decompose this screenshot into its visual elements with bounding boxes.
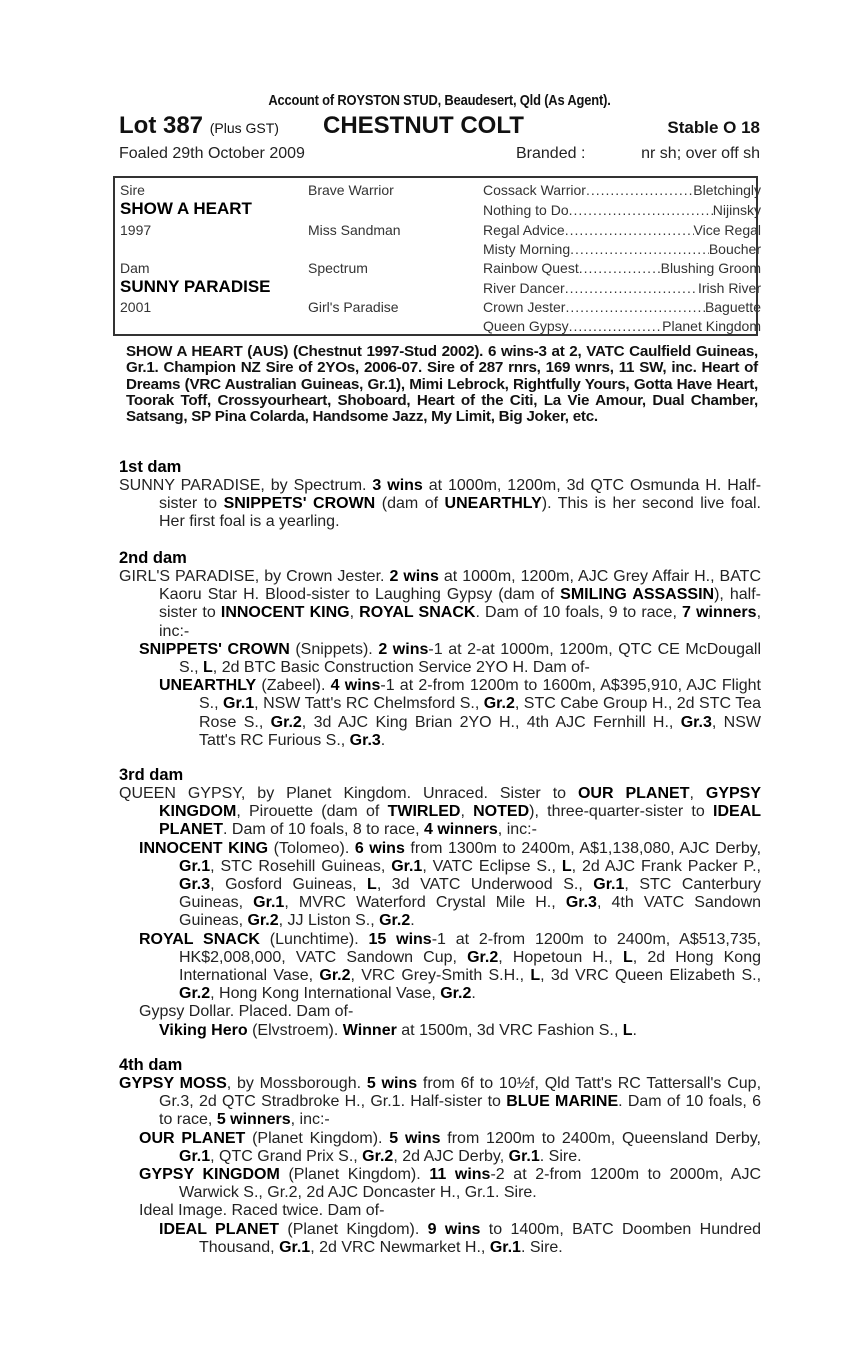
great-grandparent-row [483, 181, 761, 199]
text: , by Mossborough. [226, 1075, 367, 1092]
bold-text: 7 winners [682, 604, 757, 622]
bold-text: Gr.1 [489, 1238, 521, 1256]
stable-number: Stable O 18 [667, 118, 760, 137]
bold-text: 4 wins [330, 677, 381, 695]
bold-text: SNIPPETS' CROWN [139, 640, 290, 658]
great-grandparent-row [483, 298, 761, 316]
text: , 3d VATC Underwood S., [376, 876, 594, 894]
bold-text: Gr.1 [391, 857, 423, 875]
bold-text: SNIPPETS' CROWN [223, 495, 376, 513]
bold-text: Gr.2 [483, 695, 515, 713]
bold-text: SMILING ASSASSIN [560, 586, 715, 604]
ggp-sire: Planet Kingdom [662, 318, 761, 334]
text: (Planet Kingdom). [279, 1166, 430, 1184]
text: , NSW Tatt's RC Furious S., [199, 713, 762, 749]
text: . [410, 912, 415, 930]
foaled-date: Foaled 29th October 2009 [119, 145, 305, 162]
text: , 3d AJC King Brian 2YO H., 4th AJC Fernhill H., [301, 713, 681, 731]
text: , STC Canterbury Guineas, [179, 876, 762, 912]
pedigree-paragraph [119, 641, 761, 677]
leader-dots [565, 298, 704, 316]
bold-text: 5 wins [389, 1129, 441, 1147]
lot-label: Lot 387 [119, 112, 204, 139]
text: , [349, 604, 360, 622]
text: at 1500m, 3d VRC Fashion S., [396, 1021, 623, 1039]
horse-description: CHESTNUT COLT [323, 112, 524, 139]
bold-text: Gr.2 [270, 713, 302, 731]
text: , 2d AJC Derby, [393, 1147, 509, 1165]
text: (Zabeel). [256, 677, 331, 695]
text: from 1200m to 2400m, Queensland Derby, [440, 1129, 761, 1147]
bold-text: Gr.2 [440, 985, 472, 1003]
text: ). This is her second live foal. Her first foal is a yearling. [159, 495, 762, 531]
text: (dam of [375, 495, 445, 513]
section-heading: 2nd dam [119, 549, 187, 567]
text: (Planet Kingdom). [245, 1129, 390, 1147]
bold-text: ROYAL SNACK [359, 604, 476, 622]
pedigree-paragraph [119, 1221, 761, 1257]
text: GIRL'S PARADISE, by Crown Jester. [119, 568, 390, 585]
great-grandparent-row [483, 317, 761, 335]
bold-text: 15 wins [368, 930, 432, 948]
bold-text: IDEAL PLANET [159, 803, 762, 839]
bold-text: Gr.1 [179, 857, 211, 875]
catalogue-header [119, 88, 760, 167]
bold-text: UNEARTHLY [159, 677, 257, 695]
text: , MVRC Waterford Crystal Mile H., [284, 894, 566, 912]
text: , JJ Liston S., [278, 912, 380, 930]
bold-text: OUR PLANET [577, 785, 690, 802]
pedigree-paragraph [119, 568, 761, 641]
lot-line [119, 111, 760, 141]
dam-section-4 [119, 1056, 761, 1257]
bold-text: Gr.3 [565, 894, 597, 912]
ggp-name: Cossack Warrior [483, 182, 586, 198]
bold-text: Gr.2 [247, 912, 279, 930]
granddam-paternal: Miss Sandman [308, 222, 401, 238]
sire-label: Sire [120, 182, 145, 198]
bold-text: Gr.2 [379, 912, 411, 930]
bold-text: 9 wins [427, 1220, 481, 1238]
leader-dots [565, 221, 694, 239]
bold-text: L [530, 967, 541, 985]
bold-text: NOTED [473, 803, 530, 821]
great-grandparent-row [483, 221, 761, 239]
text: (Tolomeo). [268, 839, 355, 857]
text: at 1000m, 1200m, 3d QTC Osmunda H. Half-sister to [159, 477, 762, 513]
section-heading: 1st dam [119, 458, 182, 476]
text: (Lunchtime). [259, 930, 369, 948]
text: Gypsy Dollar. Placed. Dam of- [139, 1003, 354, 1021]
section-heading: 4th dam [119, 1056, 183, 1074]
bold-text: 2 wins [378, 640, 429, 658]
dam-label: Dam [120, 260, 150, 276]
bold-text: 4 winners [423, 821, 498, 839]
text: (Planet Kingdom). [279, 1220, 428, 1238]
bold-text: Gr.3 [179, 876, 211, 894]
text: . Dam of 10 foals, 9 to race, [475, 604, 683, 622]
dam-section-3 [119, 766, 761, 1040]
bold-text: INNOCENT KING [139, 839, 269, 857]
bold-text: Gr.1 [593, 876, 625, 894]
text: from 6f to 10½f, Qld Tatt's RC Tattersall's Cup, Gr.3, 2d QTC Stradbroke H., Gr.1. Half-sister to [159, 1075, 762, 1111]
sire-name: SHOW A HEART [120, 199, 252, 218]
section-heading: 3rd dam [119, 766, 184, 784]
text: . Sire. [520, 1238, 563, 1256]
bold-text: 5 wins [366, 1075, 418, 1092]
bold-text: Gr.1 [223, 695, 255, 713]
pedigree-paragraph [119, 1202, 761, 1220]
great-grandparent-row [483, 201, 761, 219]
ggp-name: Regal Advice [483, 222, 565, 238]
sire-year: 1997 [120, 222, 152, 238]
bold-text: L [622, 1021, 633, 1039]
foaling-line [119, 141, 760, 167]
text: . [380, 731, 386, 749]
text: , VRC Grey-Smith S.H., [350, 967, 531, 985]
text: , 2d AJC Frank Packer P., [571, 857, 761, 875]
ggp-sire: Bletchingly [693, 182, 761, 198]
pedigree-paragraph [119, 1022, 761, 1040]
text: , Gosford Guineas, [210, 876, 368, 894]
ggp-name: Misty Morning [483, 241, 571, 257]
dam-name: SUNNY PARADISE [120, 277, 271, 296]
bold-text: 3 wins [372, 477, 423, 494]
text: , 2d BTC Basic Construction Service 2YO H. Dam of- [212, 659, 590, 677]
bold-text: 2 wins [389, 568, 439, 585]
text: QUEEN GYPSY, by Planet Kingdom. Unraced. Sister to [119, 785, 578, 802]
granddam-maternal: Girl's Paradise [308, 299, 399, 315]
pedigree-table [113, 176, 761, 336]
bold-text: INNOCENT KING [220, 604, 350, 622]
bold-text: IDEAL PLANET [159, 1220, 280, 1238]
ggp-sire: Baguette [704, 299, 761, 315]
branded-label: Branded : [516, 145, 586, 162]
ggp-name: Nothing to Do [483, 202, 569, 218]
pedigree-paragraph [119, 1166, 761, 1202]
text: , STC Cabe Group H., 2d STC Tea Rose S., [199, 695, 762, 731]
pedigree-paragraph [119, 931, 761, 1004]
vendor-account-line: Account of ROYSTON STUD, Beaudesert, Qld (As Agent). [268, 92, 611, 109]
text: , VATC Eclipse S., [422, 857, 562, 875]
ggp-sire: Nijinsky [712, 202, 761, 218]
text: , [689, 785, 706, 802]
bold-text: BLUE MARINE [506, 1093, 619, 1111]
bold-text: 6 wins [354, 839, 405, 857]
branded-value: nr sh; over off sh [641, 145, 760, 162]
text: -2 at 2-from 1200m to 2000m, AJC Warwick S., Gr.2, 2d AJC Doncaster H., Gr.1. Sire. [179, 1166, 761, 1202]
bold-text: Viking Hero [159, 1021, 248, 1039]
bold-text: Winner [342, 1021, 397, 1039]
text: from 1300m to 2400m, A$1,138,080, AJC Derby, [404, 839, 762, 857]
bold-text: GYPSY KINGDOM [159, 785, 762, 821]
bold-text: ROYAL SNACK [139, 930, 260, 948]
bold-text: L [561, 857, 572, 875]
pedigree-paragraph [119, 477, 761, 532]
bold-text: 11 wins [429, 1166, 491, 1184]
great-grandparent-row [483, 240, 761, 258]
text: . [471, 985, 476, 1003]
ggp-sire: Vice Regal [693, 222, 761, 238]
text: -1 at 2-from 1200m to 2400m, A$513,735, HK$2,008,000, VATC Sandown Cup, [179, 930, 762, 966]
ggp-sire: Blushing Groom [660, 260, 761, 276]
section-body [119, 1075, 761, 1257]
text: . Dam of 10 foals, 8 to race, [223, 821, 424, 839]
text: . Sire. [539, 1147, 582, 1165]
text: . [632, 1021, 637, 1039]
pedigree-paragraph [119, 840, 761, 931]
leader-dots [586, 181, 693, 199]
bold-text: L [367, 876, 377, 894]
text: , Pirouette (dam of [236, 803, 388, 821]
bold-text: Gr.1 [279, 1238, 311, 1256]
text: . Dam of 10 foals, 6 to race, [159, 1093, 761, 1129]
text: , [460, 803, 474, 821]
leader-dots [569, 317, 663, 335]
pedigree-paragraph [119, 1075, 761, 1130]
text: ), half-sister to [159, 586, 762, 622]
bold-text: UNEARTHLY [444, 495, 542, 513]
pedigree-paragraph [119, 677, 761, 750]
great-grandparent-row [483, 279, 761, 297]
text: , 2d Hong Kong International Vase, [179, 948, 762, 985]
dam-section-1 [119, 458, 761, 532]
text: , QTC Grand Prix S., [210, 1147, 363, 1165]
pedigree-paragraph [119, 1130, 761, 1166]
bold-text: L [622, 948, 633, 966]
bold-text: Gr.1 [253, 894, 285, 912]
leader-dots [579, 259, 661, 277]
bold-text: GYPSY KINGDOM [139, 1166, 280, 1184]
text: ), three-quarter-sister to [529, 803, 714, 821]
text: -1 at 2-at 1000m, 1200m, QTC CE McDougall S., [179, 640, 762, 677]
text: , inc:- [159, 604, 762, 640]
bold-text: TWIRLED [387, 803, 461, 821]
great-grandparent-row [483, 259, 761, 277]
section-body [119, 568, 761, 750]
section-body [119, 477, 761, 532]
text: , inc:- [497, 821, 537, 839]
lot-number [119, 111, 279, 143]
bold-text: Gr.2 [467, 948, 499, 966]
dam-section-2 [119, 549, 761, 750]
text: , Hong Kong International Vase, [210, 985, 441, 1003]
bold-text: Gr.2 [179, 985, 211, 1003]
bold-text: L [203, 659, 213, 677]
text: (Elvstroem). [247, 1021, 343, 1039]
leader-dots [570, 240, 709, 258]
bold-text: OUR PLANET [139, 1129, 246, 1147]
pedigree-paragraph [119, 785, 761, 840]
text: to 1400m, BATC Doomben Hundred Thousand, [199, 1220, 762, 1256]
ggp-sire: Boucher [708, 241, 761, 257]
bold-text: GYPSY MOSS [119, 1075, 227, 1092]
text: (Snippets). [289, 640, 379, 658]
bold-text: Gr.1 [179, 1147, 211, 1165]
ggp-name: Rainbow Quest [483, 260, 579, 276]
bold-text: Gr.3 [349, 731, 381, 749]
section-body [119, 785, 761, 1040]
bold-text: 5 winners [216, 1111, 291, 1129]
text: , inc:- [290, 1111, 330, 1129]
leader-dots [569, 201, 713, 219]
text: , 4th VATC Sandown Guineas, [179, 894, 762, 930]
text: , STC Rosehill Guineas, [210, 857, 392, 875]
text: , 3d VRC Queen Elizabeth S., [540, 967, 762, 985]
ggp-sire: Irish River [697, 280, 761, 296]
bold-text: Gr.2 [319, 967, 351, 985]
text: , NSW Tatt's RC Chelmsford S., [254, 695, 484, 713]
text: SUNNY PARADISE, by Spectrum. [119, 477, 373, 494]
text: , Hopetoun H., [498, 948, 623, 966]
bold-text: Gr.2 [362, 1147, 394, 1165]
ggp-name: Crown Jester [483, 299, 566, 315]
text: -1 at 2-from 1200m to 1600m, A$395,910, AJC Flight S., [199, 677, 761, 713]
text: , 2d VRC Newmarket H., [310, 1238, 490, 1256]
leader-dots [565, 279, 698, 297]
grandsire-maternal: Spectrum [308, 260, 368, 276]
bold-text: Gr.3 [680, 713, 712, 731]
text: Ideal Image. Raced twice. Dam of- [139, 1202, 385, 1220]
ggp-name: River Dancer [483, 280, 565, 296]
dam-year: 2001 [120, 299, 152, 315]
text: at 1000m, 1200m, AJC Grey Affair H., BATC Kaoru Star H. Blood-sister to Laughing Gypsy (dam of [159, 568, 762, 604]
sire-summary-paragraph: SHOW A HEART (AUS) (Chestnut 1997-Stud 2002). 6 wins-3 at 2, VATC Caulfield Guineas, Gr.1. Champion NZ Sire of 2YOs, 2006-07. Sire of 287 rnrs, 169 wnrs, 11 SW, inc. Heart of Dreams (VRC Australian Guineas, Gr.1), Mimi Lebrock, Rightfully Yours, Gotta Have Heart, Toorak Toff, Crossyourheart, Shoboard, Heart of the Citi, La Vie Amour, Dual Chamber, Satsang, SP Pina Colarda, Handsome Jazz, My Limit, Big Joker, etc. [126, 343, 758, 426]
pedigree-paragraph [119, 1003, 761, 1021]
bold-text: Gr.1 [508, 1147, 540, 1165]
plus-gst-note: (Plus GST) [209, 120, 279, 136]
grandsire-paternal: Brave Warrior [308, 182, 394, 198]
ggp-name: Queen Gypsy [483, 318, 569, 334]
